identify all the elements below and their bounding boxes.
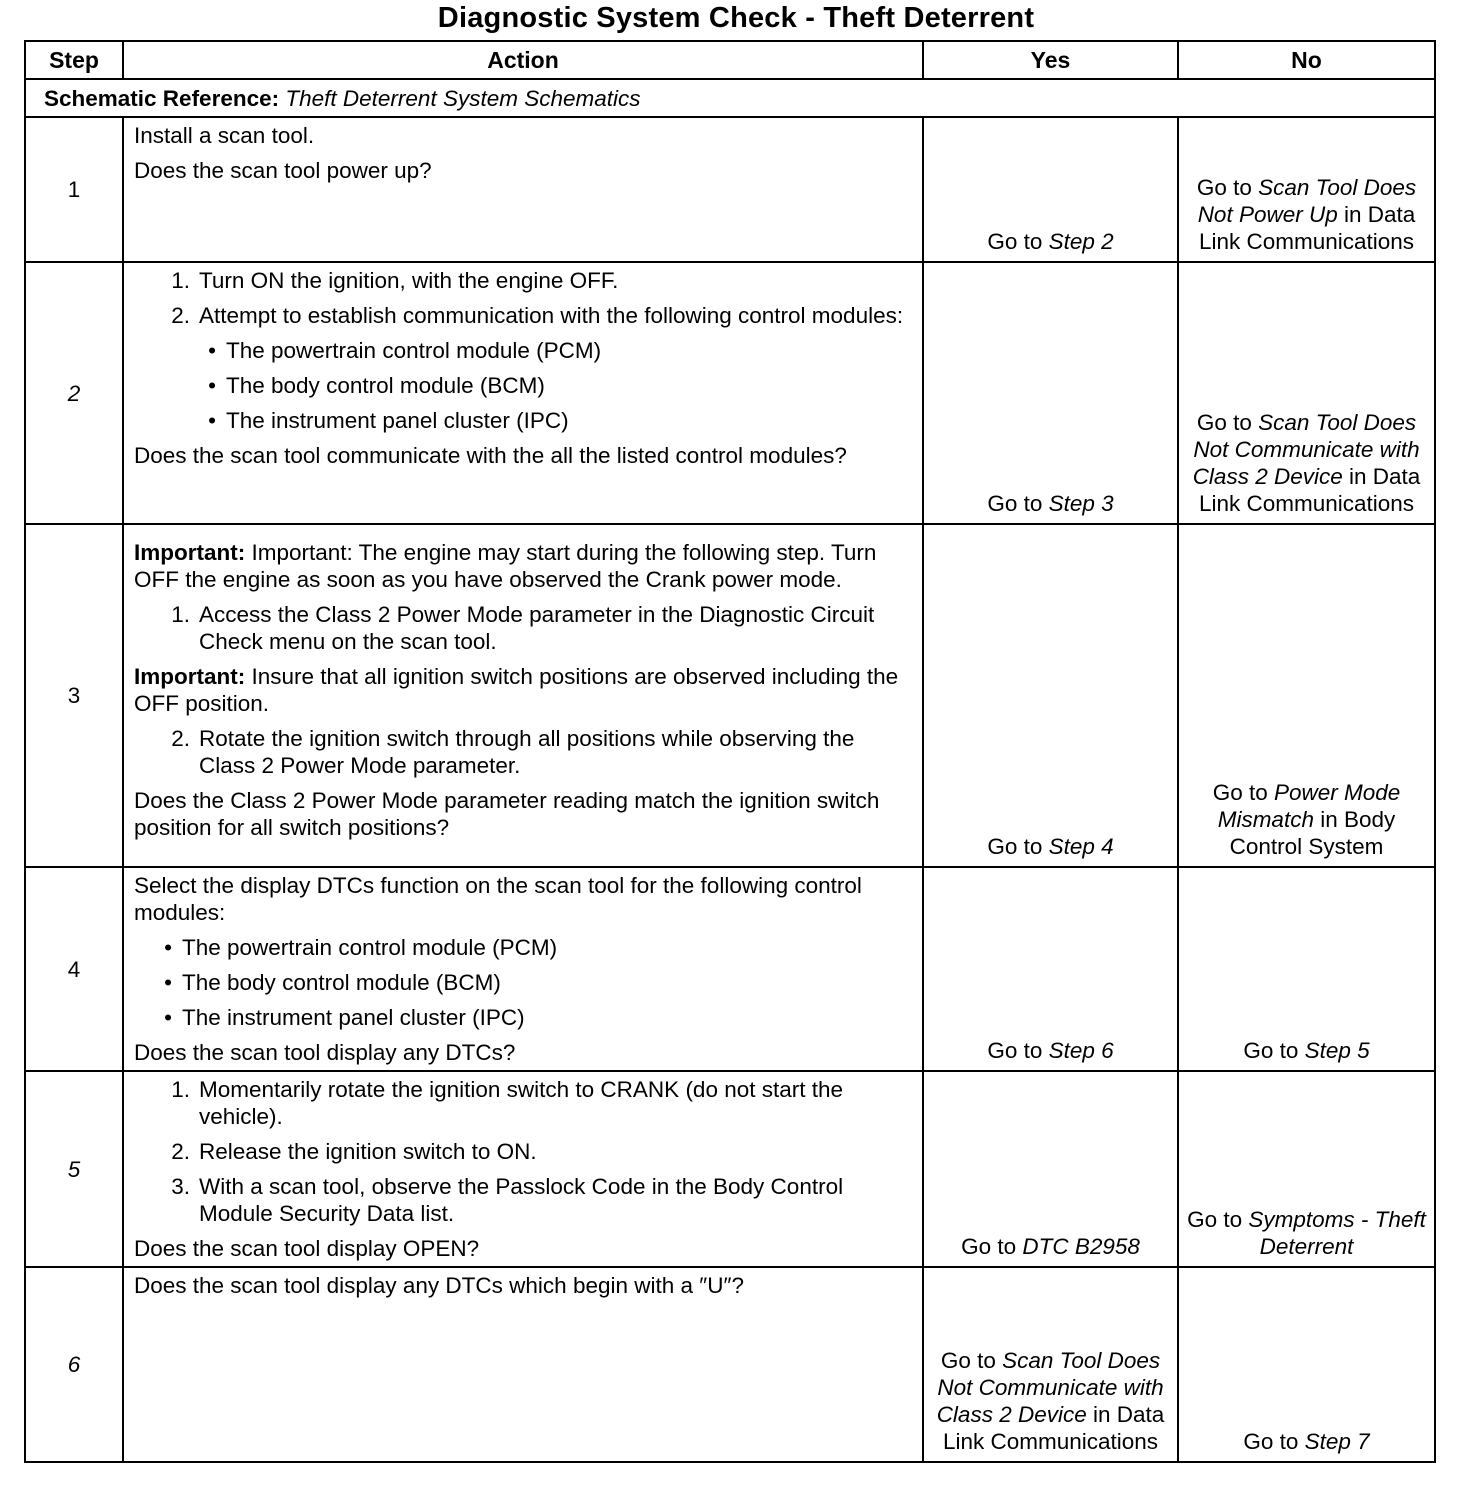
item-text: With a scan tool, observe the Passlock Code in the Body Control Module Security Data list. bbox=[199, 1174, 844, 1226]
important-text: Insure that all ignition switch positions are observed including the OFF position. bbox=[134, 664, 899, 716]
no-link[interactable]: Symptoms - Theft Deterrent bbox=[1248, 1207, 1426, 1259]
bullet-item bbox=[134, 969, 916, 996]
item-text: The instrument panel cluster (IPC) bbox=[226, 408, 569, 433]
item-number: 3. bbox=[171, 1174, 190, 1199]
yes-cell bbox=[923, 524, 1178, 867]
table-row-step-1 bbox=[25, 117, 1435, 262]
step-number: 1 bbox=[25, 117, 123, 262]
item-number: 2. bbox=[171, 726, 190, 751]
no-suffix: in Body Control System bbox=[1229, 807, 1396, 859]
important-label: Important: bbox=[134, 664, 246, 689]
no-prefix: Go to bbox=[1243, 1429, 1299, 1454]
step-number: 4 bbox=[25, 867, 123, 1071]
question-text: Does the Class 2 Power Mode parameter reading match the ignition switch position for all switch positions? bbox=[134, 788, 880, 840]
table-row-step-2 bbox=[25, 262, 1435, 524]
important-note bbox=[134, 663, 916, 717]
yes-prefix: Go to bbox=[987, 834, 1043, 859]
no-suffix: in Data Link Communications bbox=[1198, 202, 1416, 254]
numbered-item bbox=[134, 1138, 916, 1165]
numbered-item bbox=[134, 725, 916, 779]
no-prefix: Go to bbox=[1243, 1038, 1299, 1063]
yes-cell bbox=[923, 1267, 1178, 1462]
no-cell bbox=[1178, 262, 1435, 524]
header-yes: Yes bbox=[923, 41, 1178, 79]
no-cell bbox=[1178, 524, 1435, 867]
question-text: Does the scan tool display OPEN? bbox=[134, 1236, 480, 1261]
no-prefix: Go to bbox=[1196, 410, 1252, 435]
numbered-item bbox=[134, 1076, 916, 1130]
schematic-reference bbox=[25, 79, 1435, 117]
numbered-item bbox=[134, 267, 916, 294]
bullet-glyph: • bbox=[208, 408, 216, 433]
no-cell bbox=[1178, 1071, 1435, 1267]
bullet-glyph: • bbox=[208, 338, 216, 363]
no-link[interactable]: Scan Tool Does Not Communicate with Class 2 Device bbox=[1192, 410, 1420, 489]
no-cell bbox=[1178, 1267, 1435, 1462]
yes-link[interactable]: Scan Tool Does Not Communicate with Class 2 Device bbox=[936, 1348, 1164, 1427]
item-number: 2. bbox=[171, 303, 190, 328]
yes-link[interactable]: Step 3 bbox=[1048, 491, 1114, 516]
numbered-item bbox=[134, 601, 916, 655]
bullet-item bbox=[134, 407, 916, 434]
yes-prefix: Go to bbox=[987, 1038, 1043, 1063]
item-text: Rotate the ignition switch through all positions while observing the Class 2 Power Mode parameter. bbox=[199, 726, 855, 778]
no-link[interactable]: Step 5 bbox=[1304, 1038, 1370, 1063]
step-number: 2 bbox=[25, 262, 123, 524]
schematic-reference-label: Schematic Reference: bbox=[44, 85, 280, 111]
numbered-item bbox=[134, 1173, 916, 1227]
action-cell bbox=[123, 117, 923, 262]
yes-prefix: Go to bbox=[987, 491, 1043, 516]
no-link[interactable]: Scan Tool Does Not Power Up bbox=[1197, 175, 1417, 227]
action-cell bbox=[123, 262, 923, 524]
action-cell bbox=[123, 524, 923, 867]
bullet-glyph: • bbox=[208, 373, 216, 398]
table-row-step-3 bbox=[25, 524, 1435, 867]
item-number: 2. bbox=[171, 1139, 190, 1164]
question-text: Does the scan tool communicate with the all the listed control modules? bbox=[134, 443, 847, 468]
question-text: Does the scan tool display any DTCs? bbox=[134, 1040, 516, 1065]
yes-link[interactable]: Step 4 bbox=[1048, 834, 1114, 859]
yes-cell bbox=[923, 867, 1178, 1071]
no-link[interactable]: Step 7 bbox=[1304, 1429, 1370, 1454]
action-cell bbox=[123, 1071, 923, 1267]
numbered-item bbox=[134, 302, 916, 329]
no-prefix: Go to bbox=[1187, 1207, 1243, 1232]
header-row bbox=[25, 41, 1435, 79]
item-text: Attempt to establish communication with the following control modules: bbox=[199, 303, 904, 328]
yes-suffix: in Data Link Communications bbox=[942, 1402, 1165, 1454]
yes-link[interactable]: Step 2 bbox=[1048, 229, 1114, 254]
yes-cell bbox=[923, 1071, 1178, 1267]
yes-prefix: Go to bbox=[961, 1234, 1017, 1259]
item-number: 1. bbox=[171, 1077, 190, 1102]
item-text: Access the Class 2 Power Mode parameter in the Diagnostic Circuit Check menu on the scan tool. bbox=[199, 602, 875, 654]
bullet-glyph: • bbox=[164, 970, 172, 995]
no-cell bbox=[1178, 867, 1435, 1071]
step-number: 3 bbox=[25, 524, 123, 867]
step-number: 6 bbox=[25, 1267, 123, 1462]
no-suffix: in Data Link Communications bbox=[1198, 464, 1421, 516]
important-note bbox=[134, 539, 916, 593]
table-row-step-5 bbox=[25, 1071, 1435, 1267]
bullet-glyph: • bbox=[164, 935, 172, 960]
bullet-item bbox=[134, 934, 916, 961]
bullet-item bbox=[134, 1004, 916, 1031]
yes-cell bbox=[923, 262, 1178, 524]
important-label: Important: bbox=[134, 540, 246, 565]
yes-link[interactable]: Step 6 bbox=[1048, 1038, 1114, 1063]
item-number: 1. bbox=[171, 602, 190, 627]
table-row-step-6 bbox=[25, 1267, 1435, 1462]
schematic-reference-row bbox=[25, 79, 1435, 117]
bullet-glyph: • bbox=[164, 1005, 172, 1030]
table-row-step-4 bbox=[25, 867, 1435, 1071]
yes-prefix: Go to bbox=[987, 229, 1043, 254]
yes-cell bbox=[923, 117, 1178, 262]
header-action: Action bbox=[123, 41, 923, 79]
important-text: Important: The engine may start during the following step. Turn OFF the engine as soon as you have observed the Crank power mode. bbox=[134, 540, 877, 592]
no-link[interactable]: Power Mode Mismatch bbox=[1217, 780, 1401, 832]
bullet-item bbox=[134, 372, 916, 399]
schematic-reference-link[interactable]: Theft Deterrent System Schematics bbox=[285, 85, 641, 111]
question-text: Does the scan tool power up? bbox=[134, 158, 432, 183]
action-cell bbox=[123, 1267, 923, 1462]
bullet-item bbox=[134, 337, 916, 364]
yes-prefix: Go to bbox=[940, 1348, 996, 1373]
no-prefix: Go to bbox=[1212, 780, 1268, 805]
item-text: Momentarily rotate the ignition switch to CRANK (do not start the vehicle). bbox=[199, 1077, 844, 1129]
no-prefix: Go to bbox=[1196, 175, 1252, 200]
item-text: The body control module (BCM) bbox=[226, 373, 545, 398]
header-no: No bbox=[1178, 41, 1435, 79]
item-text: Release the ignition switch to ON. bbox=[199, 1139, 537, 1164]
instruction-text: Install a scan tool. bbox=[134, 123, 315, 148]
item-text: The powertrain control module (PCM) bbox=[182, 935, 558, 960]
step-number: 5 bbox=[25, 1071, 123, 1267]
header-step: Step bbox=[25, 41, 123, 79]
no-cell bbox=[1178, 117, 1435, 262]
action-cell bbox=[123, 867, 923, 1071]
diagnostic-table bbox=[24, 40, 1436, 1463]
item-text: The instrument panel cluster (IPC) bbox=[182, 1005, 525, 1030]
item-text: The body control module (BCM) bbox=[182, 970, 501, 995]
item-text: The powertrain control module (PCM) bbox=[226, 338, 602, 363]
item-text: Turn ON the ignition, with the engine OFF. bbox=[199, 268, 619, 293]
item-number: 1. bbox=[171, 268, 190, 293]
yes-link[interactable]: DTC B2958 bbox=[1022, 1234, 1140, 1259]
page-title: Diagnostic System Check - Theft Deterrent bbox=[437, 2, 1035, 34]
instruction-text: Select the display DTCs function on the scan tool for the following control modules: bbox=[134, 873, 862, 925]
question-text: Does the scan tool display any DTCs which begin with a ″U″? bbox=[134, 1273, 744, 1298]
